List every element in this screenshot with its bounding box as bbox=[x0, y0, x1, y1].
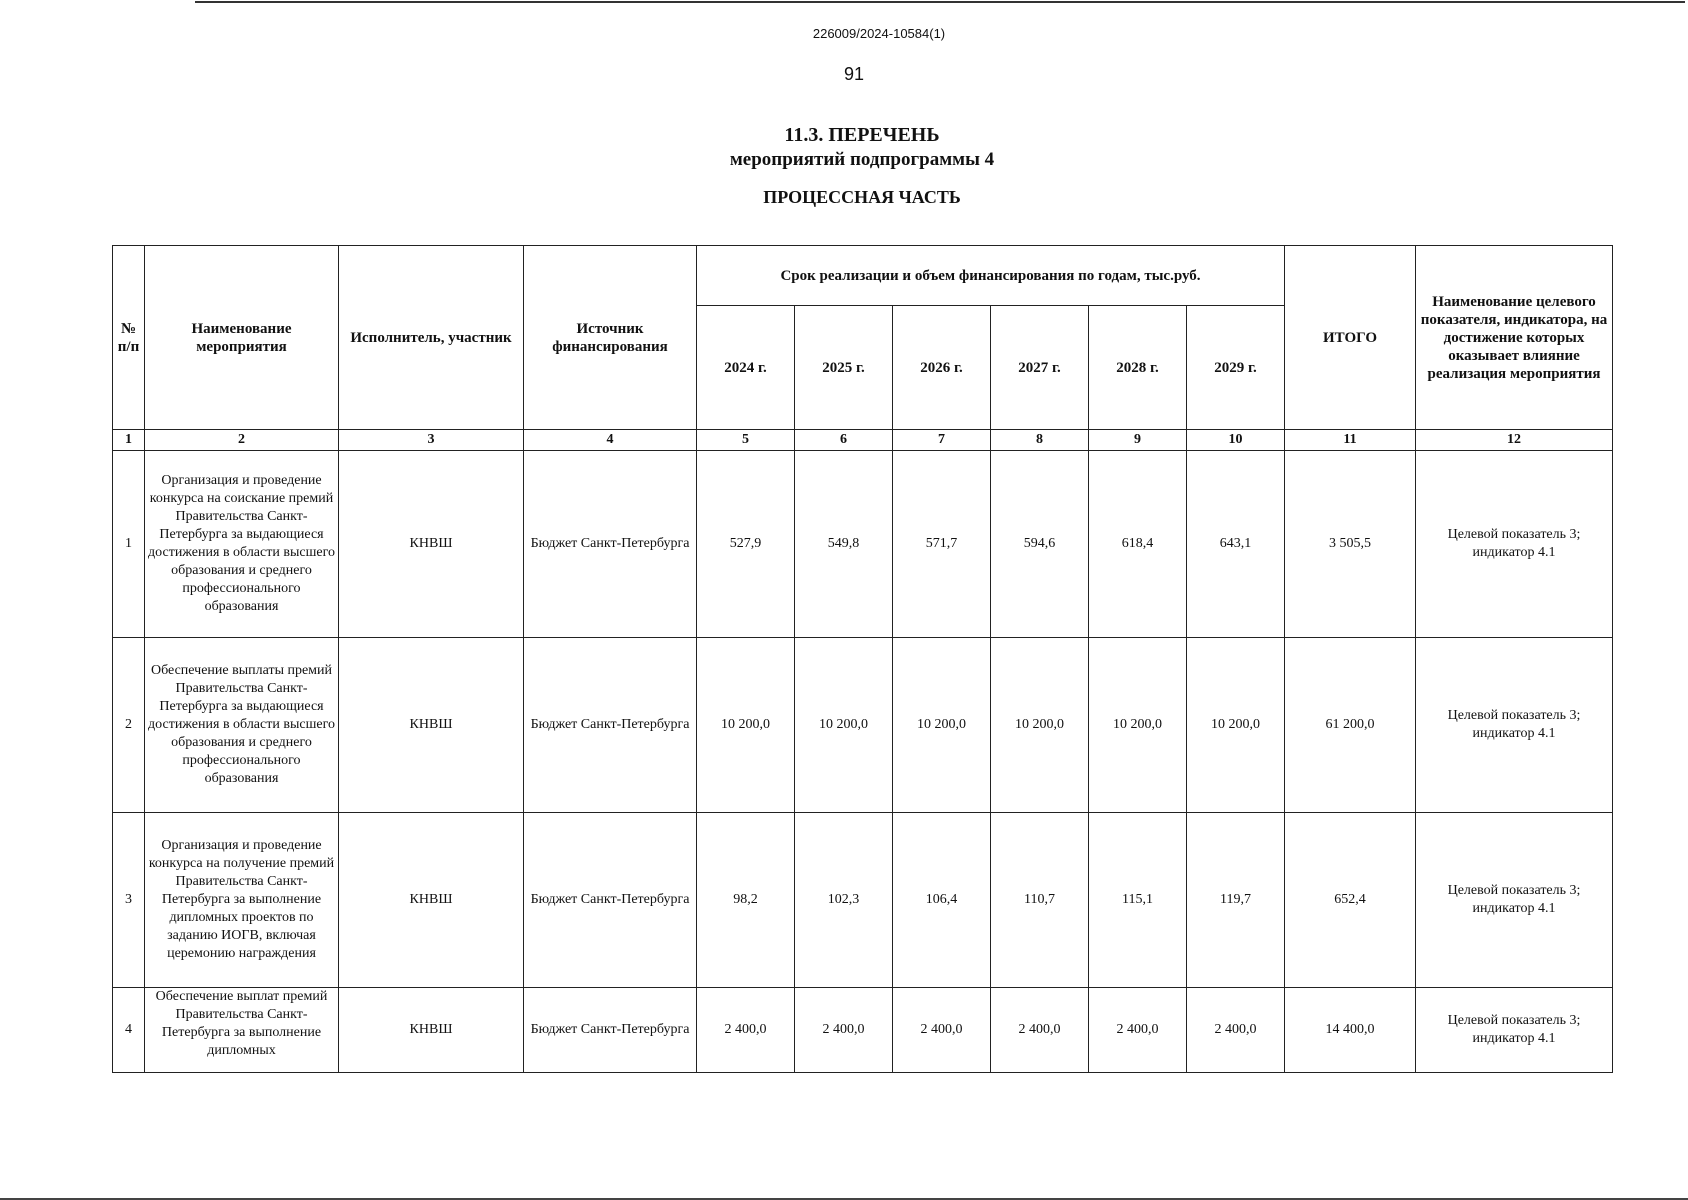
executor: КНВШ bbox=[339, 813, 524, 988]
column-index: 4 bbox=[524, 430, 697, 451]
top-border-line bbox=[195, 1, 1685, 3]
header-period-group: Срок реализации и объем финансирования по годам, тыс.руб. bbox=[697, 246, 1285, 306]
year-value: 10 200,0 bbox=[795, 638, 893, 813]
header-source: Источник финансирования bbox=[524, 246, 697, 430]
column-index: 3 bbox=[339, 430, 524, 451]
column-index: 8 bbox=[991, 430, 1089, 451]
year-value: 102,3 bbox=[795, 813, 893, 988]
executor: КНВШ bbox=[339, 451, 524, 638]
column-index: 7 bbox=[893, 430, 991, 451]
column-index: 11 bbox=[1285, 430, 1416, 451]
target-indicator: Целевой показатель 3; индикатор 4.1 bbox=[1416, 638, 1613, 813]
measure-name: Обеспечение выплаты премий Правительства Санкт-Петербурга за выдающиеся достижения в области высшего образования и среднего профессионального образования bbox=[145, 638, 339, 813]
column-index: 2 bbox=[145, 430, 339, 451]
year-value: 106,4 bbox=[893, 813, 991, 988]
measures-table bbox=[112, 245, 1613, 1073]
year-value: 98,2 bbox=[697, 813, 795, 988]
section-subtitle: мероприятий подпрограммы 4 bbox=[729, 149, 995, 170]
header-indicator: Наименование целевого показателя, индикатора, на достижение которых оказывает влияние реализация мероприятия bbox=[1416, 246, 1613, 430]
column-index: 10 bbox=[1187, 430, 1285, 451]
column-index: 9 bbox=[1089, 430, 1187, 451]
funding-source: Бюджет Санкт-Петербурга bbox=[524, 451, 697, 638]
year-value: 2 400,0 bbox=[991, 988, 1089, 1073]
header-year: 2029 г. bbox=[1187, 306, 1285, 430]
row-num: 4 bbox=[113, 988, 145, 1073]
column-index: 6 bbox=[795, 430, 893, 451]
year-value: 10 200,0 bbox=[1089, 638, 1187, 813]
header-year: 2026 г. bbox=[893, 306, 991, 430]
table-row bbox=[113, 638, 1613, 813]
executor: КНВШ bbox=[339, 988, 524, 1073]
column-index: 12 bbox=[1416, 430, 1613, 451]
header-year: 2027 г. bbox=[991, 306, 1089, 430]
year-value: 10 200,0 bbox=[1187, 638, 1285, 813]
row-num: 3 bbox=[113, 813, 145, 988]
year-value: 2 400,0 bbox=[893, 988, 991, 1073]
measure-name: Организация и проведение конкурса на получение премий Правительства Санкт-Петербурга за выполнение дипломных проектов по заданию ИОГВ, включая церемонию награждения bbox=[145, 813, 339, 988]
year-value: 2 400,0 bbox=[795, 988, 893, 1073]
year-value: 594,6 bbox=[991, 451, 1089, 638]
page-number: 91 bbox=[843, 64, 865, 84]
measure-name: Организация и проведение конкурса на соискание премий Правительства Санкт-Петербурга за выдающиеся достижения в области высшего образования и среднего профессионального образования bbox=[145, 451, 339, 638]
year-value: 119,7 bbox=[1187, 813, 1285, 988]
year-value: 549,8 bbox=[795, 451, 893, 638]
header-year: 2025 г. bbox=[795, 306, 893, 430]
row-num: 2 bbox=[113, 638, 145, 813]
year-value: 10 200,0 bbox=[697, 638, 795, 813]
header-total: ИТОГО bbox=[1285, 246, 1416, 430]
header-executor: Исполнитель, участник bbox=[339, 246, 524, 430]
measure-name: Обеспечение выплат премий Правительства Санкт-Петербурга за выполнение дипломных bbox=[145, 988, 339, 1073]
year-value: 618,4 bbox=[1089, 451, 1187, 638]
funding-source: Бюджет Санкт-Петербурга bbox=[524, 638, 697, 813]
row-total: 14 400,0 bbox=[1285, 988, 1416, 1073]
executor: КНВШ bbox=[339, 638, 524, 813]
column-index: 1 bbox=[113, 430, 145, 451]
row-num: 1 bbox=[113, 451, 145, 638]
table-row bbox=[113, 451, 1613, 638]
header-year: 2024 г. bbox=[697, 306, 795, 430]
year-value: 110,7 bbox=[991, 813, 1089, 988]
row-total: 652,4 bbox=[1285, 813, 1416, 988]
column-index-row bbox=[113, 430, 1613, 451]
year-value: 2 400,0 bbox=[697, 988, 795, 1073]
year-value: 10 200,0 bbox=[991, 638, 1089, 813]
funding-source: Бюджет Санкт-Петербурга bbox=[524, 988, 697, 1073]
target-indicator: Целевой показатель 3; индикатор 4.1 bbox=[1416, 988, 1613, 1073]
year-value: 571,7 bbox=[893, 451, 991, 638]
document-number: 226009/2024-10584(1) bbox=[812, 26, 946, 41]
header-name: Наименование мероприятия bbox=[145, 246, 339, 430]
column-index: 5 bbox=[697, 430, 795, 451]
target-indicator: Целевой показатель 3; индикатор 4.1 bbox=[1416, 451, 1613, 638]
header-row-top bbox=[113, 246, 1613, 306]
table-row bbox=[113, 813, 1613, 988]
section-title: 11.3. ПЕРЕЧЕНЬ bbox=[784, 124, 940, 146]
row-total: 3 505,5 bbox=[1285, 451, 1416, 638]
year-value: 2 400,0 bbox=[1089, 988, 1187, 1073]
funding-source: Бюджет Санкт-Петербурга bbox=[524, 813, 697, 988]
header-num: № п/п bbox=[113, 246, 145, 430]
year-value: 643,1 bbox=[1187, 451, 1285, 638]
year-value: 115,1 bbox=[1089, 813, 1187, 988]
header-year: 2028 г. bbox=[1089, 306, 1187, 430]
year-value: 10 200,0 bbox=[893, 638, 991, 813]
year-value: 527,9 bbox=[697, 451, 795, 638]
year-value: 2 400,0 bbox=[1187, 988, 1285, 1073]
section-part-title: ПРОЦЕССНАЯ ЧАСТЬ bbox=[763, 187, 961, 207]
target-indicator: Целевой показатель 3; индикатор 4.1 bbox=[1416, 813, 1613, 988]
table-row bbox=[113, 988, 1613, 1073]
row-total: 61 200,0 bbox=[1285, 638, 1416, 813]
